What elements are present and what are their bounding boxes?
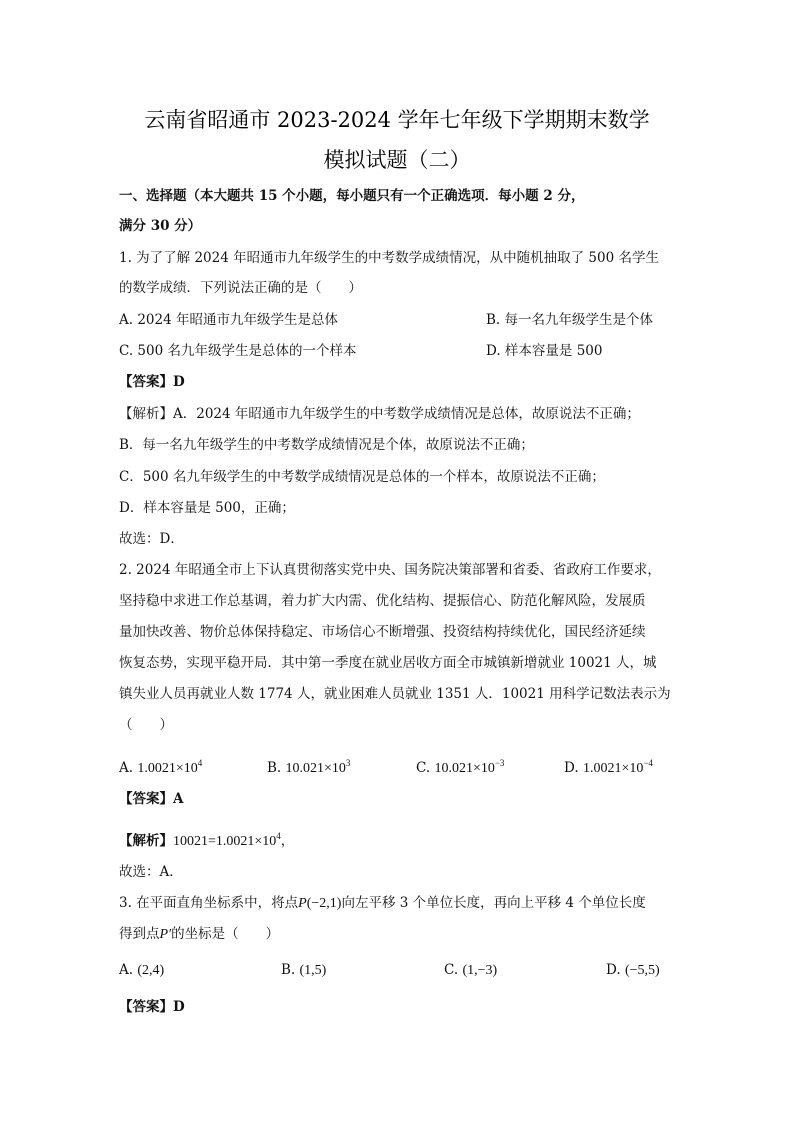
q2-option-d [564, 753, 653, 779]
q1-answer: 【答案】D [119, 374, 185, 390]
q3-option-a: A. (2,4) [119, 962, 165, 978]
q2-stem-line-1: 2. 2024 年昭通全市上下认真贯彻落实党中央、国务院决策部署和省委、省政府工作要求， [119, 562, 661, 578]
point-p-prime: P′ [159, 927, 172, 942]
q2-option-a-label: A. [119, 760, 134, 776]
q2-option-d-value: $1.0021\times 10^{-4}$ [582, 758, 653, 776]
q1-option-c: C. 500 名九年级学生是总体的一个样本 [119, 343, 357, 359]
q1-choose: 故选：D． [119, 531, 184, 547]
q2-stem-line-6: （ ） [119, 717, 173, 733]
q3-option-b: B. (1,5) [281, 962, 327, 978]
q2-option-a [119, 753, 202, 779]
q3-stem-line-1: 3. 在平面直角坐标系中，将点P(−2,1)向左平移 3 个单位长度，再向上平移 4 个单位长度 [119, 895, 646, 911]
q1-stem-line-1: 1. 为了了解 2024 年昭通市九年级学生的中考数学成绩情况，从中随机抽取了 500 名学生 [119, 250, 659, 266]
q1-option-b: B. 每一名九年级学生是个体 [486, 312, 654, 328]
section-heading-line-2: 满分 30 分） [119, 218, 202, 234]
q1-analysis-line-4: D．样本容量是 500，正确； [119, 500, 295, 516]
q2-option-c [416, 753, 504, 779]
q3-stem-line-2: 得到点P′的坐标是（ ） [119, 926, 280, 942]
q2-analysis: 【解析】$10021=1.0021\times 10^4$， [119, 831, 295, 849]
q2-option-c-label: C. [416, 760, 431, 776]
q2-choose: 故选：A． [119, 864, 183, 880]
q2-option-d-label: D. [564, 760, 579, 776]
point-p-coord: (−2,1) [306, 896, 342, 911]
document-title-line-2: 模拟试题（二） [323, 148, 471, 172]
q2-option-b-label: B. [267, 760, 282, 776]
q2-option-a-value: $1.0021\times 10^4$ [137, 758, 203, 776]
q3-option-c: C. (1,−3) [444, 962, 498, 978]
q2-stem-line-3: 量加快改善、物价总体保持稳定、市场信心不断增强、投资结构持续优化，国民经济延续 [119, 624, 646, 640]
q1-analysis-line-1: 【解析】A．2024 年昭通市九年级学生的中考数学成绩情况是总体，故原说法不正确； [119, 406, 640, 422]
q3-option-d: D. (−5,5) [606, 962, 660, 978]
q1-option-d: D. 样本容量是 500 [486, 343, 603, 359]
q2-option-b [267, 753, 350, 779]
q1-option-a: A. 2024 年昭通市九年级学生是总体 [119, 312, 338, 328]
section-heading-line-1: 一、选择题（本大题共 15 个小题，每小题只有一个正确选项．每小题 2 分， [119, 188, 585, 204]
q2-analysis-math: $10021=1.0021\times 10^4$ [173, 831, 281, 849]
q1-analysis-line-3: C．500 名九年级学生的中考数学成绩情况是总体的一个样本，故原说法不正确； [119, 469, 605, 485]
q2-option-b-value: $10.021\times 10^3$ [285, 758, 351, 776]
q2-answer: 【答案】A [119, 791, 184, 807]
q2-stem-line-4: 恢复态势，实现平稳开局．其中第一季度在就业居收方面全市城镇新增就业 10021 人，城 [119, 655, 657, 671]
document-title-line-1: 云南省昭通市 2023-2024 学年七年级下学期期末数学 [144, 108, 650, 132]
q2-stem-line-2: 坚持稳中求进工作总基调，着力扩大内需、优化结构、提振信心、防范化解风险，发展质 [119, 593, 646, 609]
q1-stem-line-2: 的数学成绩．下列说法正确的是（ ） [119, 280, 362, 296]
point-p: P [298, 896, 307, 911]
q1-analysis-line-2: B．每一名九年级学生的中考数学成绩情况是个体，故原说法不正确； [119, 437, 534, 453]
q3-answer: 【答案】D [119, 999, 185, 1015]
q2-option-c-value: $10.021\times 10^{-3}$ [434, 758, 505, 776]
q2-stem-line-5: 镇失业人员再就业人数 1774 人，就业困难人员就业 1351 人．10021 用科学记数法表示为 [119, 686, 671, 702]
